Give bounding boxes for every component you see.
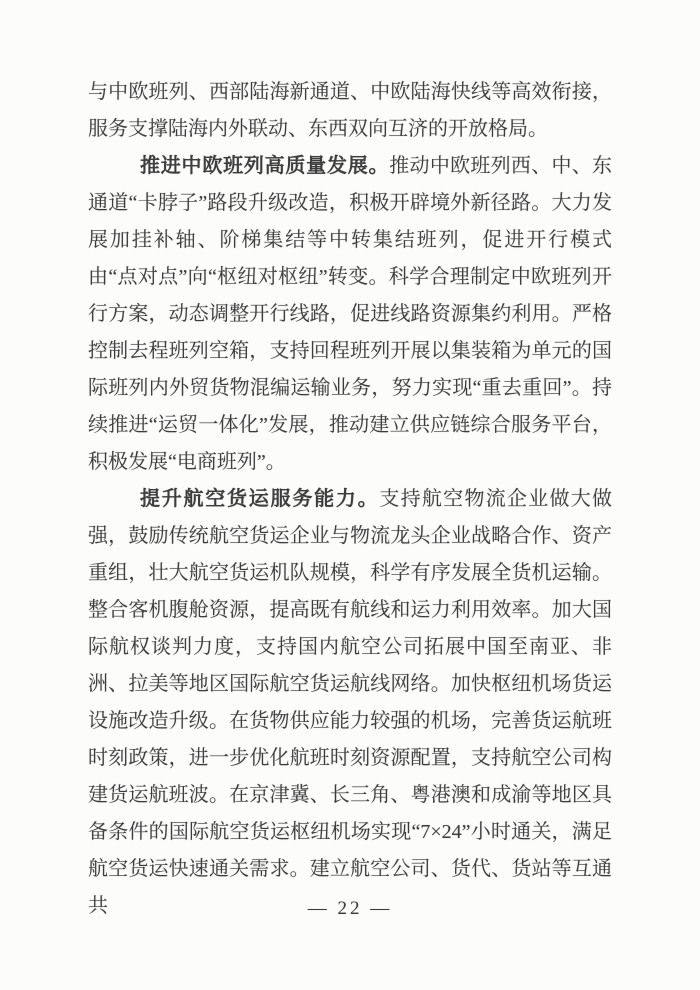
paragraph-air-cargo bbox=[88, 481, 612, 925]
paragraph-bold-lead: 提升航空货运服务能力。 bbox=[140, 488, 380, 510]
paragraph-text: 支持航空物流企业做大做强，鼓励传统航空货运企业与物流龙头企业战略合作、资产重组，壮大航空货运机队规模，科学有序发展全货机运输。整合客机腹舱资源，提高既有航线和运力利用效率。加大国际航权谈判力度，支持国内航空公司拓展中国至南亚、非洲、拉美等地区国际航空货运航线网络。加快枢纽机场货运设施改造升级。在货物供应能力较强的机场，完善货运航班时刻政策，进一步优化航班时刻资源配置，支持航空公司构建货运航班波。在京津冀、长三角、粤港澳和成渝等地区具备条件的国际航空货运枢纽机场实现“7×24”小时通关，满足航空货运快速通关需求。建立航空公司、货代、货站等互通共 bbox=[88, 488, 613, 917]
page-number: — 22 — bbox=[307, 898, 393, 919]
paragraph-bold-lead: 推进中欧班列高质量发展。 bbox=[140, 155, 390, 177]
paragraph-text: 推动中欧班列西、中、东通道“卡脖子”路段升级改造，积极开辟境外新径路。大力发展加挂补轴、阶梯集结等中转集结班列，促进开行模式由“点对点”向“枢纽对枢纽”转变。科学合理制定中欧班列开行方案，动态调整开行线路，促进线路资源集约利用。严格控制去程班列空箱，支持回程班列开展以集装箱为单元的国际班列内外贸货物混编运输业务，努力实现“重去重回”。持续推进“运贸一体化”发展，推动建立供应链综合服务平台，积极发展“电商班列”。 bbox=[88, 155, 613, 473]
document-body bbox=[88, 74, 612, 925]
paragraph-continuation bbox=[88, 74, 612, 148]
paragraph-china-europe-railway bbox=[88, 148, 612, 481]
paragraph-text: 与中欧班列、西部陆海新通道、中欧陆海快线等高效衔接，服务支撑陆海内外联动、东西双向互济的开放格局。 bbox=[88, 81, 612, 140]
